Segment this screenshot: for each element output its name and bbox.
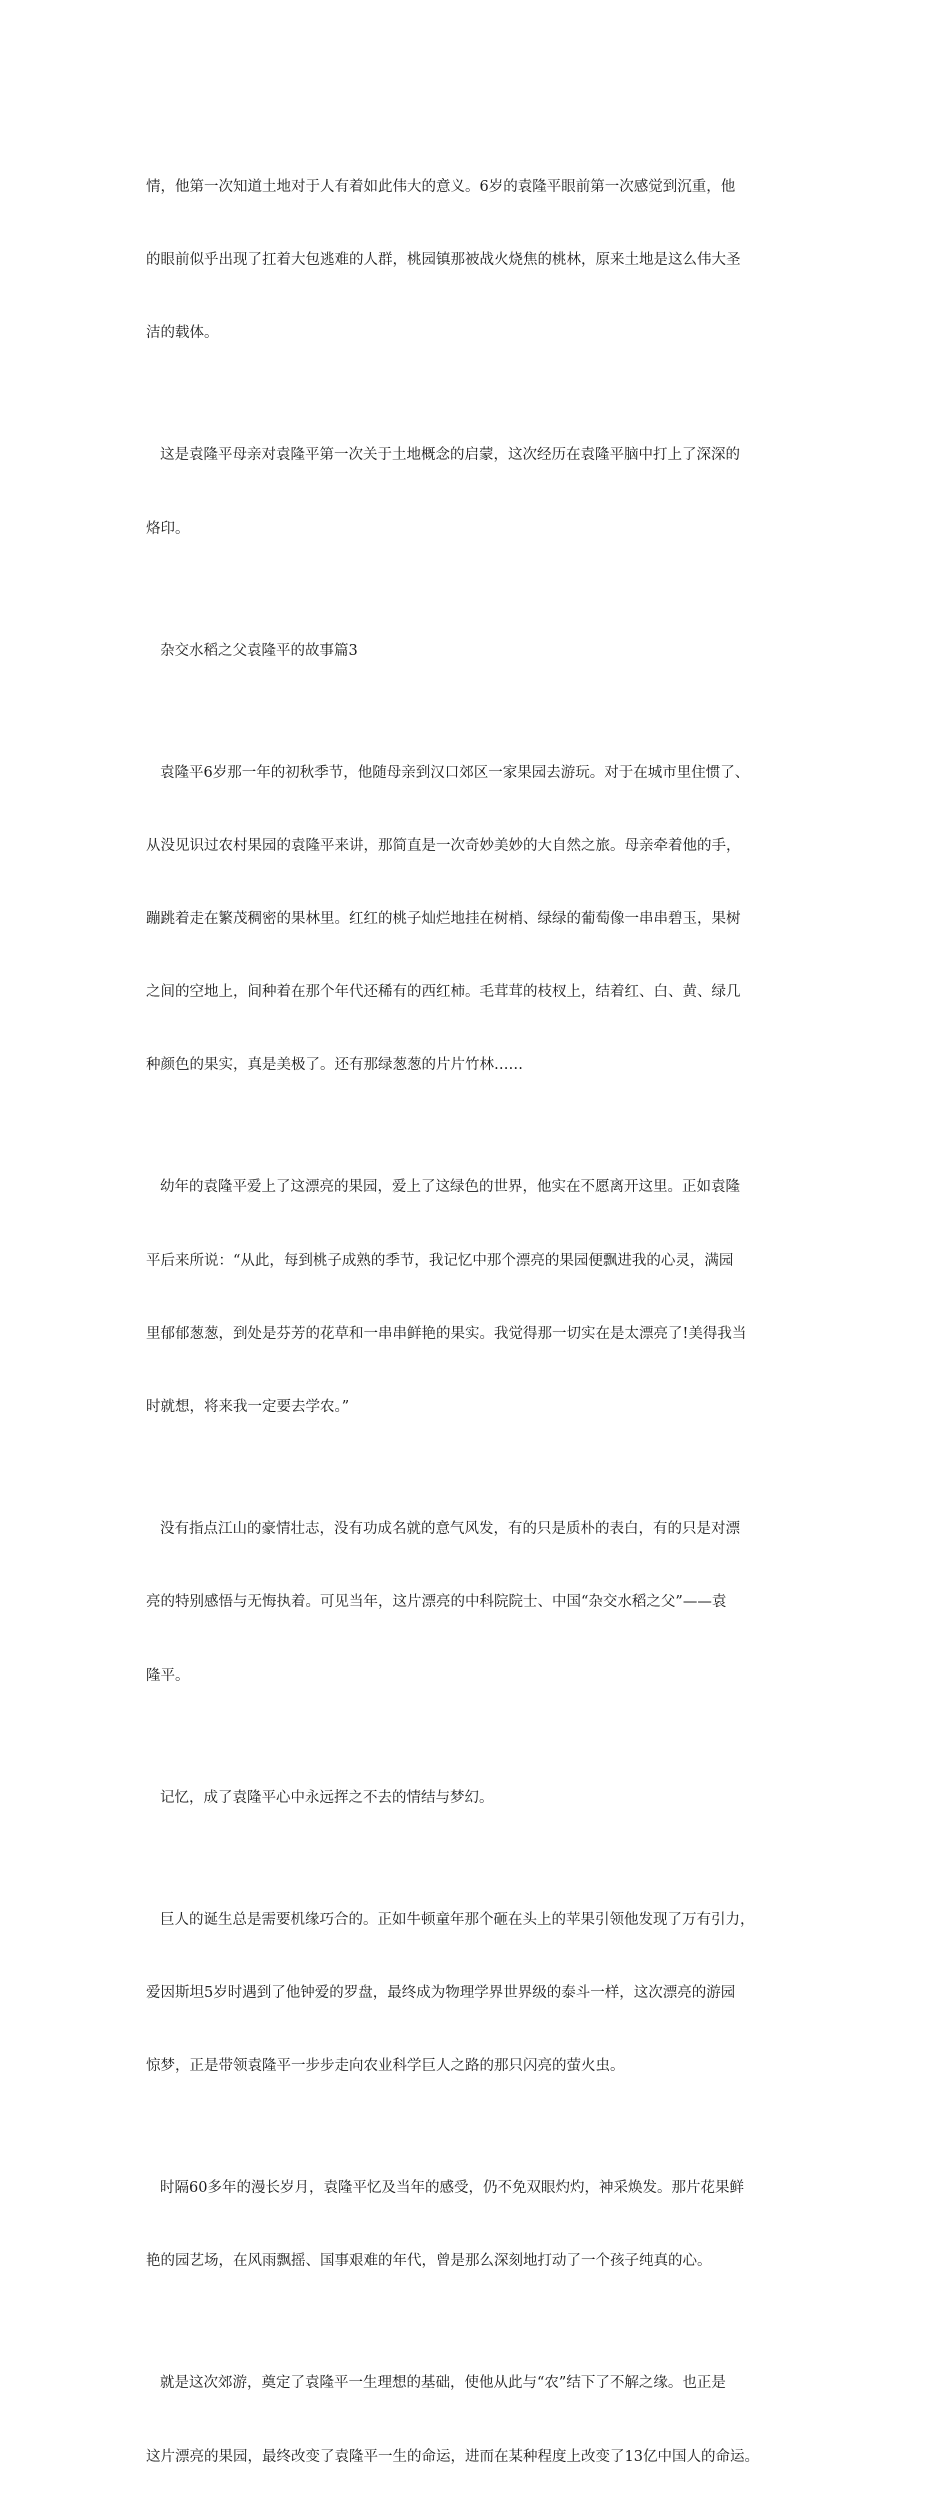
text-line: 没有指点江山的豪情壮志，没有功成名就的意气风发，有的只是质朴的表白，有的只是对漂 bbox=[160, 1521, 740, 1538]
text-line: 亮的特别感悟与无悔执着。可见当年，这片漂亮的中科院院士、中国“杂交水稻之父”——袁 bbox=[146, 1594, 727, 1611]
text-line: 种颜色的果实，真是美极了。还有那绿葱葱的片片竹林…… bbox=[146, 1057, 523, 1074]
text-line: 情，他第一次知道土地对于人有着如此伟大的意义。6岁的袁隆平眼前第一次感觉到沉重，他 bbox=[146, 178, 736, 195]
text-line: 惊梦，正是带领袁隆平一步步走向农业科学巨人之路的那只闪亮的萤火虫。 bbox=[146, 2058, 625, 2075]
paragraph bbox=[146, 126, 826, 394]
heading-text: 杂交水稻之父袁隆平的故事篇3 bbox=[160, 642, 358, 659]
text-line: 里郁郁葱葱，到处是芬芳的花草和一串串鲜艳的果实。我觉得那一切实在是太漂亮了!美得我当 bbox=[146, 1325, 747, 1342]
paragraph bbox=[146, 1127, 826, 1469]
paragraph bbox=[146, 712, 826, 1127]
paragraph bbox=[146, 1737, 826, 1859]
text-line: 艳的园艺场，在风雨飘摇、国事艰难的年代，曾是那么深刻地打动了一个孩子纯真的心。 bbox=[146, 2253, 712, 2270]
text-line: 巨人的诞生总是需要机缘巧合的。正如牛顿童年那个砸在头上的苹果引领他发现了万有引力， bbox=[160, 1911, 755, 1928]
text-line: 就是这次郊游，奠定了袁隆平一生理想的基础，使他从此与“农”结下了不解之缘。也正是 bbox=[160, 2375, 726, 2392]
paragraph bbox=[146, 1468, 826, 1736]
text-line: 这片漂亮的果园，最终改变了袁隆平一生的命运，进而在某种程度上改变了13亿中国人的命运。 bbox=[146, 2448, 759, 2465]
text-line: 从没见识过农村果园的袁隆平来讲，那简直是一次奇妙美妙的大自然之旅。母亲牵着他的手， bbox=[146, 837, 741, 854]
text-line: 时就想，将来我一定要去学农。” bbox=[146, 1399, 350, 1416]
text-line: 之间的空地上，间种着在那个年代还稀有的西红柿。毛茸茸的枝杈上，结着红、白、黄、绿几 bbox=[146, 984, 741, 1001]
text-line: 袁隆平6岁那一年的初秋季节，他随母亲到汉口郊区一家果园去游玩。对于在城市里住惯了、 bbox=[160, 764, 750, 781]
text-line: 烙印。 bbox=[146, 520, 190, 537]
text-line: 幼年的袁隆平爱上了这漂亮的果园，爱上了这绿色的世界，他实在不愿离开这里。正如袁隆 bbox=[160, 1179, 740, 1196]
text-line: 爱因斯坦5岁时遇到了他钟爱的罗盘，最终成为物理学界世界级的泰斗一样，这次漂亮的游园 bbox=[146, 1984, 736, 2001]
text-line: 时隔60多年的漫长岁月，袁隆平忆及当年的感受，仍不免双眼灼灼，神采焕发。那片花果鲜 bbox=[160, 2180, 744, 2197]
text-line: 平后来所说：“从此，每到桃子成熟的季节，我记忆中那个漂亮的果园便飘进我的心灵，满园 bbox=[146, 1252, 734, 1269]
section-heading bbox=[146, 590, 826, 712]
text-line: 这是袁隆平母亲对袁隆平第一次关于土地概念的启蒙，这次经历在袁隆平脑中打上了深深的 bbox=[160, 447, 740, 464]
text-line: 洁的载体。 bbox=[146, 325, 219, 342]
paragraph bbox=[146, 2127, 826, 2322]
text-line: 记忆，成了袁隆平心中永远挥之不去的情结与梦幻。 bbox=[160, 1789, 494, 1806]
paragraph bbox=[146, 394, 826, 589]
text-line: 蹦跳着走在繁茂稠密的果林里。红红的桃子灿烂地挂在树梢、绿绿的葡萄像一串串碧玉，果树 bbox=[146, 911, 741, 927]
paragraph bbox=[146, 1859, 826, 2127]
text-line: 隆平。 bbox=[146, 1667, 190, 1684]
document-body bbox=[146, 126, 826, 2518]
paragraph bbox=[146, 2323, 826, 2518]
text-line: 的眼前似乎出现了扛着大包逃难的人群，桃园镇那被战火烧焦的桃林，原来土地是这么伟大圣 bbox=[146, 252, 741, 269]
